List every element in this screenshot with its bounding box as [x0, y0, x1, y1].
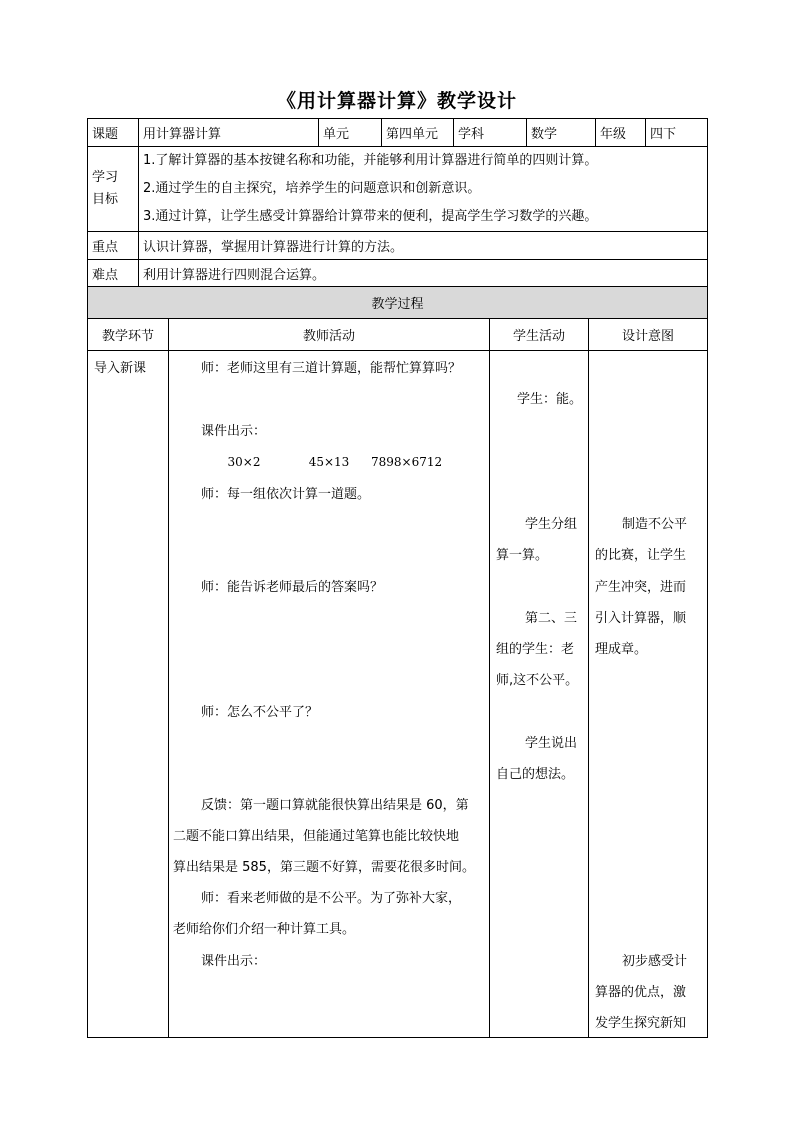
process-banner-row — [88, 287, 708, 319]
info-table — [87, 118, 708, 288]
goals-label-line1: 学习 — [92, 170, 119, 185]
teacher-line: 师：看来老师做的是不公平。为了弥补大家， — [201, 891, 462, 906]
subject-label: 学科 — [454, 119, 527, 147]
design-intent-cell — [589, 351, 708, 1038]
student-line: 学生分组 — [525, 517, 578, 532]
grade-label: 年级 — [596, 119, 646, 147]
student-line: 自己的想法。 — [496, 767, 575, 782]
stage-cell — [88, 351, 169, 1038]
student-line: 组的学生：老 — [496, 642, 575, 657]
goals-label-line2: 目标 — [92, 192, 119, 207]
key-label: 重点 — [88, 232, 139, 260]
subject-value: 数学 — [527, 119, 596, 147]
goal-item: 3.通过计算，让学生感受计算器给计算带来的便利，提高学生学习数学的兴趣。 — [143, 209, 598, 224]
goals-list — [139, 147, 708, 232]
teacher-line: 师：每一组依次计算一道题。 — [201, 487, 371, 502]
intent-line: 的比赛，让学生 — [595, 548, 687, 563]
key-value: 认识计算器，掌握用计算器进行计算的方法。 — [139, 232, 708, 260]
teacher-line: 师：怎么不公平了？ — [201, 705, 319, 720]
goal-item: 2.通过学生的自主探究，培养学生的问题意识和创新意识。 — [143, 181, 481, 196]
student-activity-cell — [490, 351, 589, 1038]
info-row-key — [88, 232, 708, 260]
calc-2: 45×13 — [308, 455, 350, 469]
teacher-line: 算出结果是 585，第三题不好算，需要花很多时间。 — [173, 860, 475, 875]
teacher-line: 课件出示： — [201, 954, 267, 969]
header-intent: 设计意图 — [589, 319, 708, 351]
unit-value: 第四单元 — [382, 119, 454, 147]
calc-3: 7898×6712 — [371, 455, 443, 469]
teacher-line: 反馈：第一题口算就能很快算出结果是 60，第 — [201, 798, 469, 813]
intent-line: 初步感受计 — [622, 954, 688, 969]
teacher-line: 老师给你们介绍一种计算工具。 — [173, 922, 356, 937]
intent-line: 发学生探究新知 — [595, 1016, 687, 1031]
intent-line: 算器的优点，激 — [595, 985, 687, 1000]
stage-name: 导入新课 — [94, 361, 147, 376]
difficulty-value: 利用计算器进行四则混合运算。 — [139, 260, 708, 288]
student-line: 第二、三 — [525, 611, 578, 626]
header-stage: 教学环节 — [88, 319, 169, 351]
difficulty-label: 难点 — [88, 260, 139, 288]
student-line: 师,这不公平。 — [496, 673, 579, 688]
teacher-activity-cell — [169, 351, 490, 1038]
grade-value: 四下 — [646, 119, 708, 147]
teacher-line: 师：能告诉老师最后的答案吗？ — [201, 580, 384, 595]
student-line: 学生：能。 — [517, 392, 583, 407]
student-line: 算一算。 — [496, 548, 549, 563]
intent-line: 理成章。 — [595, 642, 648, 657]
calc-1: 30×2 — [227, 455, 261, 469]
document-title: 《用计算器计算》教学设计 — [276, 90, 517, 112]
teacher-line: 师：老师这里有三道计算题，能帮忙算算吗？ — [201, 361, 462, 376]
teacher-line: 二题不能口算出结果，但能通过笔算也能比较快地 — [173, 829, 460, 844]
intent-line: 制造不公平 — [622, 517, 688, 532]
info-row-difficulty — [88, 260, 708, 288]
info-row-goals — [88, 147, 708, 232]
topic-label: 课题 — [88, 119, 139, 147]
topic-value: 用计算器计算 — [139, 119, 319, 147]
calc-expressions — [201, 452, 442, 473]
unit-label: 单元 — [319, 119, 382, 147]
header-student: 学生活动 — [490, 319, 589, 351]
process-header-row — [88, 319, 708, 351]
process-body-row — [88, 351, 708, 1038]
intent-line: 产生冲突，进而 — [595, 580, 687, 595]
goals-label — [88, 147, 139, 232]
process-banner: 教学过程 — [88, 287, 708, 319]
process-table — [87, 286, 708, 1038]
intent-line: 引入计算器，顺 — [595, 611, 687, 626]
teacher-line: 课件出示： — [201, 424, 267, 439]
info-row-basic — [88, 119, 708, 147]
header-teacher: 教师活动 — [169, 319, 490, 351]
student-line: 学生说出 — [525, 736, 578, 751]
goal-item: 1.了解计算器的基本按键名称和功能，并能够利用计算器进行简单的四则计算。 — [143, 153, 598, 168]
